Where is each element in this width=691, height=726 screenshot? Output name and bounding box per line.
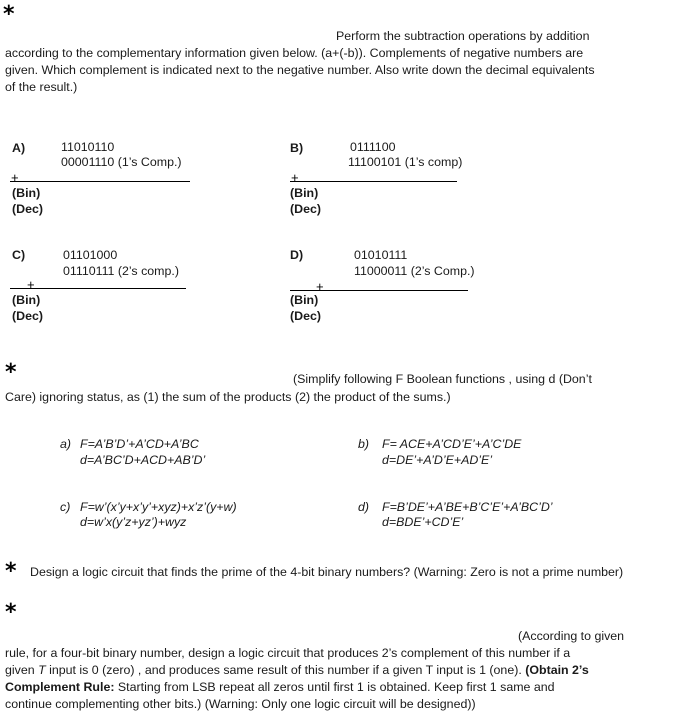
section3-text: Design a logic circuit that finds the prime of the 4-bit binary numbers? (Warning: Zero is not a prime number) — [30, 565, 624, 579]
bin-label: (Bin) — [290, 293, 319, 307]
function-f: F=A’B’D’+A’CD+A’BC — [80, 437, 199, 451]
section4-line-1: rule, for a four-bit binary number, design a logic circuit that produces 2’s complement of this number if a — [5, 646, 571, 660]
operand-a: 01010111 — [354, 248, 408, 262]
operand-a: 0111100 — [350, 140, 396, 154]
plus-sign: + — [11, 170, 19, 185]
sum-line — [10, 181, 190, 182]
function-f: F=B’DE’+A’BE+B’C’E’+A’BC’D’ — [382, 500, 553, 514]
dec-label: (Dec) — [12, 202, 43, 216]
sum-line — [10, 288, 186, 289]
function-f: F= ACE+A’CD’E’+A’C’DE — [382, 437, 522, 451]
function-d: d=DE’+A’D’E+AD’E’ — [382, 453, 493, 467]
section1-intro-line-0: Perform the subtraction operations by addition — [336, 29, 590, 43]
sum-line — [290, 181, 457, 182]
plus-sign: + — [27, 277, 35, 292]
operand-b: 01110111 (2’s comp.) — [63, 264, 179, 278]
dec-label: (Dec) — [290, 202, 321, 216]
problem-label: A) — [12, 141, 26, 155]
section1-intro-line-3: of the result.) — [5, 80, 78, 94]
problem-label: B) — [290, 141, 304, 155]
operand-a: 01101000 — [63, 248, 118, 262]
operand-b: 11000011 (2’s Comp.) — [354, 264, 475, 278]
function-d: d=BDE’+CD’E’ — [382, 515, 464, 529]
plus-sign: + — [291, 170, 299, 185]
problem-label: C) — [12, 248, 26, 262]
function-label: c) — [60, 500, 71, 514]
function-label: a) — [60, 437, 72, 451]
section4-line-2: given T input is 0 (zero) , and produces same result of this number if a given T input is 1 (one). (Obtain 2’s — [5, 663, 589, 677]
section3-star: * — [5, 559, 17, 584]
dec-label: (Dec) — [290, 309, 321, 323]
function-d: d=A’BC’D+ACD+AB’D’ — [80, 453, 206, 467]
sum-line — [290, 290, 468, 291]
dec-label: (Dec) — [12, 309, 43, 323]
function-label: b) — [358, 437, 370, 451]
bin-label: (Bin) — [290, 186, 319, 200]
function-d: d=w’x(y’z+yz’)+wyz — [80, 515, 187, 529]
section2-star: * — [5, 360, 17, 385]
plus-sign: + — [316, 279, 324, 294]
bin-label: (Bin) — [12, 186, 41, 200]
function-f: F=w’(x’y+x’y’+xyz)+x’z’(y+w) — [80, 500, 237, 514]
section1-intro-line-2: given. Which complement is indicated next to the negative number. Also write down the decimal equivalents — [5, 63, 595, 77]
function-label: d) — [358, 500, 370, 514]
problem-label: D) — [290, 248, 304, 262]
section2-intro-line-2: Care) ignoring status, as (1) the sum of the products (2) the product of the sums.) — [5, 390, 451, 404]
section4-star: * — [5, 600, 17, 625]
section2-intro-line-1: (Simplify following F Boolean functions , using d (Don’t — [293, 372, 592, 386]
section4-line-3: Complement Rule: Starting from LSB repeat all zeros until first 1 is obtained. Keep first 1 same and — [5, 680, 555, 694]
operand-b: 11100101 (1’s comp) — [348, 155, 463, 169]
bin-label: (Bin) — [12, 293, 41, 307]
operand-a: 11010110 — [61, 140, 115, 154]
section4-line-4: continue complementing other bits.) (Warning: Only one logic circuit will be designed)) — [5, 697, 476, 711]
operand-b: 00001110 (1’s Comp.) — [61, 155, 182, 169]
section1-intro-line-1: according to the complementary information given below. (a+(-b)). Complements of negative numbers are — [5, 46, 584, 60]
section4-line-0: (According to given — [518, 629, 625, 643]
section1-star: * — [3, 2, 15, 27]
